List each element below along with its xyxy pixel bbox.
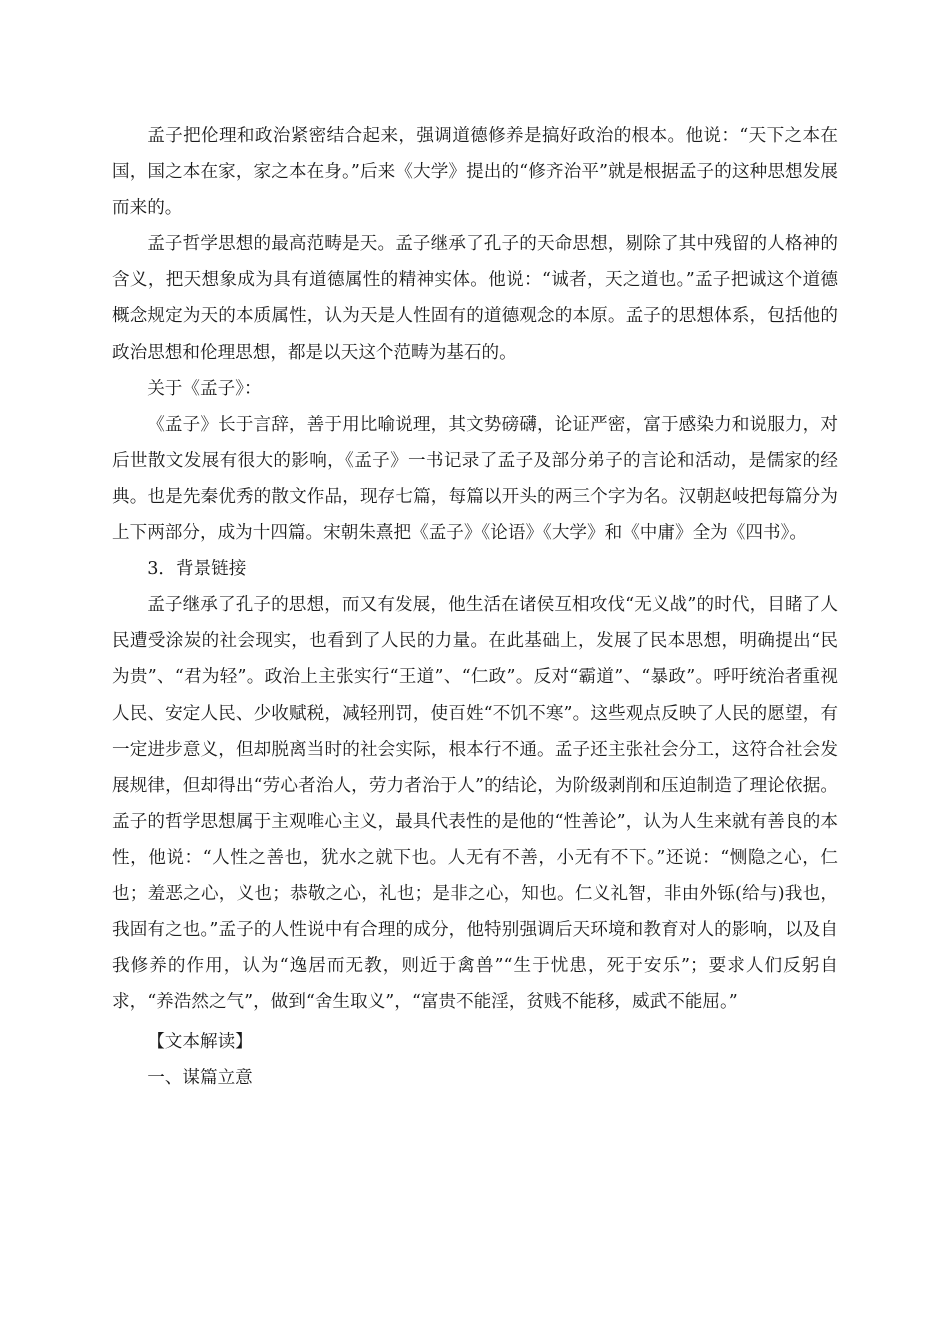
background-link-heading: 3．背景链接 <box>147 559 247 580</box>
about-mencius-heading: 关于《孟子》： <box>147 378 262 399</box>
paragraph-about-mencius: 《孟子》长于言辞，善于用比喻说理，其文势磅礴，论证严密，富于感染力和说服力，对后世散文发展有很大的影响，《孟子》一书记录了孟子及部分弟子的言论和活动，是儒家的经典。也是先秦优秀的散文作品，现存七篇，每篇以开头的两三个字为名。汉朝赵岐把每篇分为上下两部分，成为十四篇。宋朝朱熹把《孟子》《论语》《大学》和《中庸》全为《四书》。 <box>112 414 838 544</box>
document-body <box>112 118 838 1097</box>
paragraph-ethics-politics: 孟子把伦理和政治紧密结合起来，强调道德修养是搞好政治的根本。他说：“天下之本在国，国之本在家，家之本在身。”后来《大学》提出的“修齐治平”就是根据孟子的这种思想发展而来的。 <box>112 126 838 219</box>
section-one-heading: 一、谋篇立意 <box>147 1068 253 1089</box>
paragraph-background: 孟子继承了孔子的思想，而又有发展，他生活在诸侯互相攻伐“无义战”的时代，目睹了人民遭受涂炭的社会现实，也看到了人民的力量。在此基础上，发展了民本思想，明确提出“民为贵”、“君为轻”。政治上主张实行“王道”、“仁政”。反对“霸道”、“暴政”。呼吁统治者重视人民、安定人民、少收赋税，减轻刑罚，使百姓“不饥不寒”。这些观点反映了人民的愿望，有一定进步意义，但却脱离当时的社会实际，根本行不通。孟子还主张社会分工，这符合社会发展规律，但却得出“劳心者治人，劳力者治于人”的结论，为阶级剥削和压迫制造了理论依据。孟子的哲学思想属于主观唯心主义，最具代表性的是他的“性善论”，认为人生来就有善良的本性，他说：“人性之善也，犹水之就下也。人无有不善，小无有不下。”还说：“恻隐之心，仁也；羞恶之心，义也；恭敬之心，礼也；是非之心，知也。仁义礼智，非由外铄(给与)我也，我固有之也。”孟子的人性说中有合理的成分，他特别强调后天环境和教育对人的影响，以及自我修养的作用，认为“逸居而无教，则近于禽兽”“生于忧患，死于安乐”；要求人们反躬自求，“养浩然之气”，做到“舍生取义”，“富贵不能淫，贫贱不能移，威武不能屈。” <box>112 595 838 1013</box>
paragraph-heaven-philosophy: 孟子哲学思想的最高范畴是天。孟子继承了孔子的天命思想，剔除了其中残留的人格神的含义，把天想象成为具有道德属性的精神实体。他说：“诚者，天之道也。”孟子把诚这个道德概念规定为天的本质属性，认为天是人性固有的道德观念的本原。孟子的思想体系，包括他的政治思想和伦理思想，都是以天这个范畴为基石的。 <box>112 234 838 363</box>
text-reading-heading: 【文本解读】 <box>147 1032 253 1053</box>
